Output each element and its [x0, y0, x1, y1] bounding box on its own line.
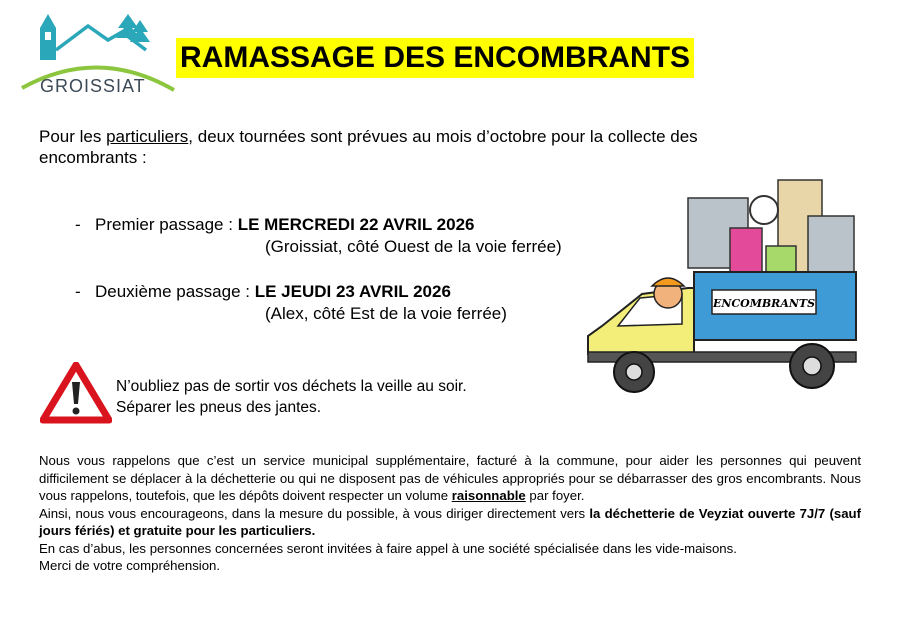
notes-p1-after: par foyer.	[525, 488, 585, 503]
logo-text: GROISSIAT	[40, 76, 146, 96]
encombrants-sign	[712, 290, 816, 314]
notes-paragraph-4: Merci de votre compréhension.	[39, 558, 221, 573]
passage-2	[75, 281, 451, 303]
passage-1-location: (Groissiat, côté Ouest de la voie ferrée)	[265, 237, 562, 256]
notes-block	[39, 452, 861, 575]
notes-p1-bold: raisonnable	[451, 488, 526, 503]
passage-1	[75, 214, 475, 236]
passage-1-date: LE MERCREDI 22 AVRIL 2026	[237, 215, 475, 234]
passage-1-label: Premier passage :	[95, 215, 238, 234]
notes-p2-before: Ainsi, nous vous encourageons, dans la mesure du possible, à vous diriger directement vers	[39, 505, 590, 521]
warning-triangle-icon	[40, 362, 112, 424]
notes-paragraph-2	[39, 505, 861, 540]
intro-before: Pour les	[39, 127, 107, 146]
passage-1-dash: -	[75, 215, 81, 234]
passage-2-label: Deuxième passage :	[95, 282, 255, 301]
notes-p1-before: Nous vous rappelons que c’est un service municipal supplémentaire, facturé à la commune, pour aider les personnes qui peuvent difficilement se déplacer à la déchetterie ou qui ne disposent pas de véhicules appropriés pour se débarrasser des gros encombrants. Nous vous rappelons, toutefois, que les dépôts doivent respecter un volume	[39, 453, 861, 503]
notes-p2-bold: la déchetterie de Veyziat ouverte 7J/7 (sauf jours fériés) et gratuite pour les particuliers.	[39, 505, 861, 538]
notes-paragraph-1	[39, 452, 861, 505]
truck-sign-text: ENCOMBRANTS	[712, 297, 816, 310]
intro-after: , deux tournées sont prévues au mois d’octobre pour la collecte des encombrants :	[39, 127, 698, 167]
passage-2-location: (Alex, côté Est de la voie ferrée)	[265, 304, 507, 323]
truck-illustration	[582, 176, 868, 396]
warning-line-1: N’oubliez pas de sortir vos déchets la veille au soir.	[116, 378, 467, 395]
page-title: RAMASSAGE DES ENCOMBRANTS	[176, 38, 694, 78]
notes-paragraph-3: En cas d’abus, les personnes concernées seront invitées à faire appel à une société spécialisée dans les vide-maisons.	[39, 540, 737, 556]
intro-underlined: particuliers	[106, 127, 189, 146]
warning-line-2: Séparer les pneus des jantes.	[116, 399, 322, 416]
intro-paragraph	[39, 126, 799, 168]
passage-2-date: LE JEUDI 23 AVRIL 2026	[254, 282, 451, 301]
passage-2-dash: -	[75, 282, 81, 301]
warning-text	[116, 376, 467, 418]
